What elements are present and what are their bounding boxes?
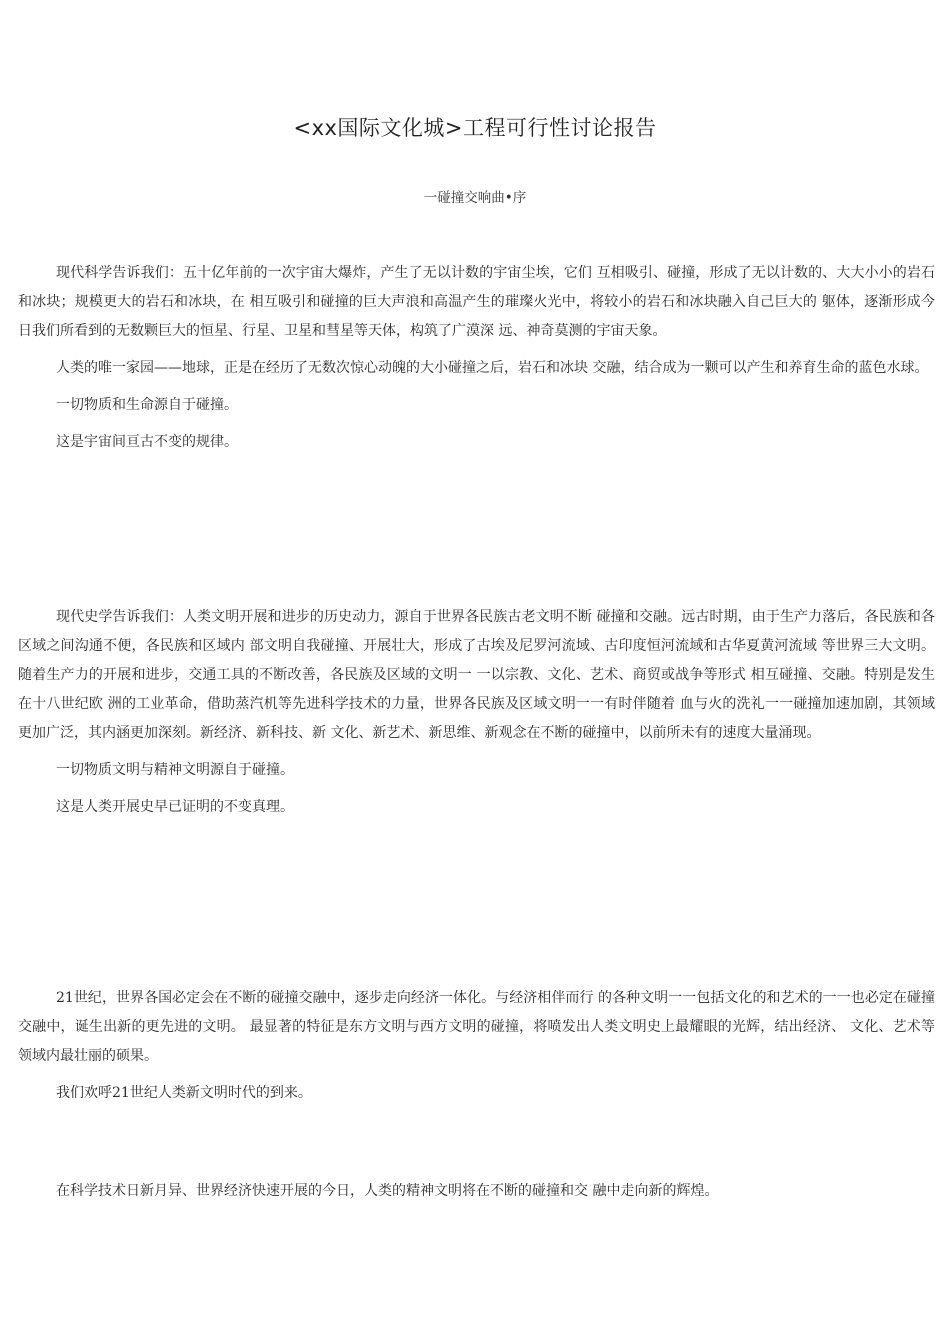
paragraph: 一切物质文明与精神文明源自于碰撞。 — [56, 762, 294, 778]
section-conclusion — [18, 1177, 935, 1214]
paragraph: 一切物质和生命源自于碰撞。 — [56, 397, 238, 413]
paragraph: 我们欢呼21世纪人类新文明时代的到来。 — [56, 1085, 312, 1101]
paragraph: 现代史学告诉我们：人类文明开展和进步的历史动力，源自于世界各民族古老文明不断 碰撞和交融。远古时期，由于生产力落后，各民族和各区域之间沟通不便，各民族和区域内 部文明自我碰撞、开展壮大，形成了古埃及尼罗河流域、古印度恒河流域和古华夏黄河流域 等世界三大文明。随着生产力的开展和进步，交通工具的不断改善，各民族及区域的文明一 一以宗教、文化、艺术、商贸或战争等形式 相互碰撞、交融。特别是发生在十八世纪欧 洲的工业革命，借助蒸汽机等先进科学技术的力量，世界各民族及区域文明一一有时伴随着 血与火的洗礼一一碰撞加速加剧，其领域更加广泛，其内涵更加深刻。新经济、新科技、新 文化、新艺术、新思维、新观念在不断的碰撞中，以前所未有的速度大量涌现。 — [18, 609, 935, 741]
section-universe — [18, 259, 935, 465]
paragraph: 21世纪，世界各国必定会在不断的碰撞交融中，逐步走向经济一体化。与经济相伴而行 的各种文明一一包括文化的和艺术的一一也必定在碰撞交融中，诞生出新的更先进的文明。 最显著的特征是东方文明与西方文明的碰撞，将喷发出人类文明史上最耀眼的光辉，结出经济、 文化、艺术等领域内最壮丽的硕果。 — [18, 990, 935, 1064]
paragraph: 人类的唯一家园——地球，正是在经历了无数次惊心动魄的大小碰撞之后，岩石和冰块 交融，结合成为一颗可以产生和养育生命的蓝色水球。 — [56, 360, 929, 376]
paragraph: 这是宇宙间亘古不变的规律。 — [56, 434, 238, 450]
paragraph: 在科学技术日新月异、世界经济快速开展的今日，人类的精神文明将在不断的碰撞和交 融中走向新的辉煌。 — [56, 1183, 719, 1199]
document-subtitle: 一碰撞交响曲•序 — [423, 190, 527, 206]
section-21st-century — [18, 984, 935, 1116]
paragraph: 这是人类开展史早已证明的不变真理。 — [56, 799, 294, 815]
section-history — [18, 603, 935, 830]
document-title: <xx国际文化城>工程可行性讨论报告 — [293, 116, 657, 140]
paragraph: 现代科学告诉我们：五十亿年前的一次宇宙大爆炸，产生了无以计数的宇宙尘埃，它们 互相吸引、碰撞，形成了无以计数的、大大小小的岩石和冰块；规模更大的岩石和冰块，在 相互吸引和碰撞的巨大声浪和高温产生的璀璨火光中，将较小的岩石和冰块融入自己巨大的 躯体，逐渐形成今日我们所看到的无数颗巨大的恒星、行星、卫星和彗星等天体，构筑了广漠深 远、神奇莫测的宇宙天象。 — [18, 265, 935, 339]
